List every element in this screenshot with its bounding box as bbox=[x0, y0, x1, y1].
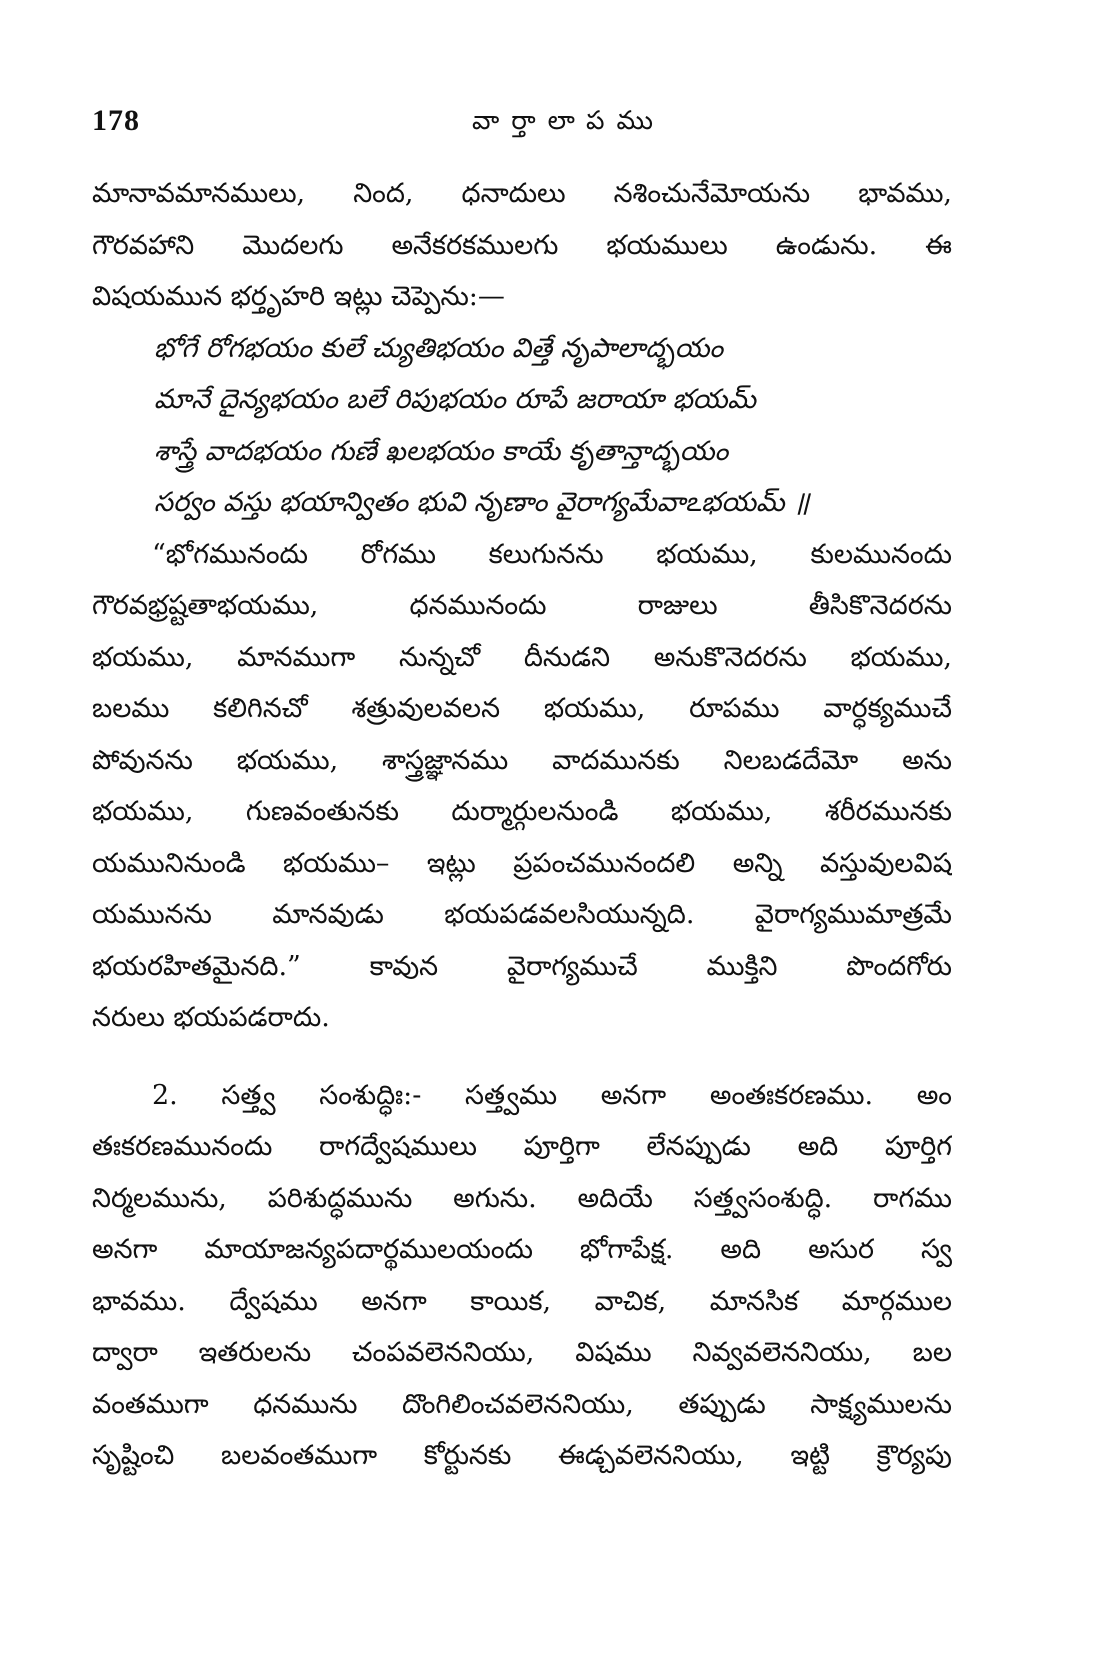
text-line: మానావమానములు, నింద, ధనాదులు నశించునేమోయను భావము, bbox=[92, 178, 952, 209]
text-line: పోవునను భయము, శాస్త్రజ్ఞానము వాదమునకు నిలబడదేమో అను bbox=[92, 744, 952, 776]
text-line: అనగా మాయాజన్యపదార్థములయందు భోగాపేక్ష. అది అసుర స్వ bbox=[92, 1234, 952, 1265]
text-line: నిర్మలమును, పరిశుద్ధమును అగును. అదియే సత్త్వసంశుద్ధి. రాగము bbox=[92, 1182, 952, 1214]
verse-line: భోగే రోగభయం కులే చ్యుతిభయం విత్తే నృపాలాద్భయం bbox=[154, 332, 724, 364]
text-line: “భోగమునందు రోగము కలుగునను భయము, కులమునందు bbox=[152, 538, 952, 570]
text-line: విషయమున భర్తృహరి ఇట్లు చెప్పెను:— bbox=[92, 281, 505, 312]
paragraph-gap bbox=[92, 1044, 952, 1070]
text-line: భయరహితమైనది.” కావున వైరాగ్యముచే ముక్తిని పొందగోరు bbox=[92, 950, 952, 982]
body-text bbox=[92, 168, 952, 1482]
text-line: వంతముగా ధనమును దొంగిలించవలెననియు, తప్పుడు సాక్ష్యములను bbox=[92, 1388, 952, 1420]
paragraph-intro bbox=[92, 168, 952, 323]
text-line: గౌరవభ్రష్టతాభయము, ధనమునందు రాజులు తీసికొనెదరను bbox=[92, 590, 952, 621]
paragraph-translation bbox=[92, 529, 952, 1044]
verse-line: శాస్త్రే వాదభయం గుణే ఖలభయం కాయే కృతాన్తాద్భయం bbox=[154, 435, 729, 467]
verse-line: మానే దైన్యభయం బలే రిపుభయం రూపే జరాయా భయమ్ bbox=[154, 384, 756, 415]
sanskrit-verse bbox=[92, 323, 952, 529]
text-line: భయము, గుణవంతునకు దుర్మార్గులనుండి భయము, శరీరమునకు bbox=[92, 796, 952, 827]
text-line: బలము కలిగినచో శత్రువులవలన భయము, రూపము వార్ధక్యముచే bbox=[92, 693, 952, 724]
text-line: సృష్టించి బలవంతముగా కోర్టునకు ఈడ్చవలెననియు, ఇట్టి క్రౌర్యపు bbox=[92, 1440, 952, 1471]
text-line: తఃకరణమునందు రాగద్వేషములు పూర్తిగా లేనప్పుడు అది పూర్తిగ bbox=[92, 1131, 952, 1162]
text-line: గౌరవహాని మొదలగు అనేకరకములగు భయములు ఉండును. ఈ bbox=[92, 229, 952, 261]
text-line: యమునను మానవుడు భయపడవలసియున్నది. వైరాగ్యముమాత్రమే bbox=[92, 899, 952, 930]
text-line: ద్వారా ఇతరులను చంపవలెననియు, విషము నివ్వవలెననియు, బల bbox=[92, 1337, 952, 1368]
page-number: 178 bbox=[92, 104, 140, 137]
paragraph-sattva-samshuddhi bbox=[92, 1070, 952, 1482]
text-line: భయము, మానముగా నున్నచో దీనుడని అనుకొనెదరను భయము, bbox=[92, 641, 952, 673]
verse-line: సర్వం వస్తు భయాన్వితం భువి నృణాం వైరాగ్యమేవాఽభయమ్ ॥ bbox=[154, 487, 810, 518]
page-header bbox=[92, 104, 952, 144]
running-title: వార్తాలాపము bbox=[472, 106, 666, 136]
text-line: నరులు భయపడరాదు. bbox=[92, 1002, 330, 1033]
text-line: యమునినుండి భయము– ఇట్లు ప్రపంచమునందలి అన్ని వస్తువులవిష bbox=[92, 847, 952, 879]
text-line: భావము. ద్వేషము అనగా కాయిక, వాచిక, మానసిక మార్గముల bbox=[92, 1285, 952, 1317]
text-line: 2. సత్త్వ సంశుద్ధిః:- సత్త్వము అనగా అంతఃకరణము. అం bbox=[152, 1079, 952, 1111]
